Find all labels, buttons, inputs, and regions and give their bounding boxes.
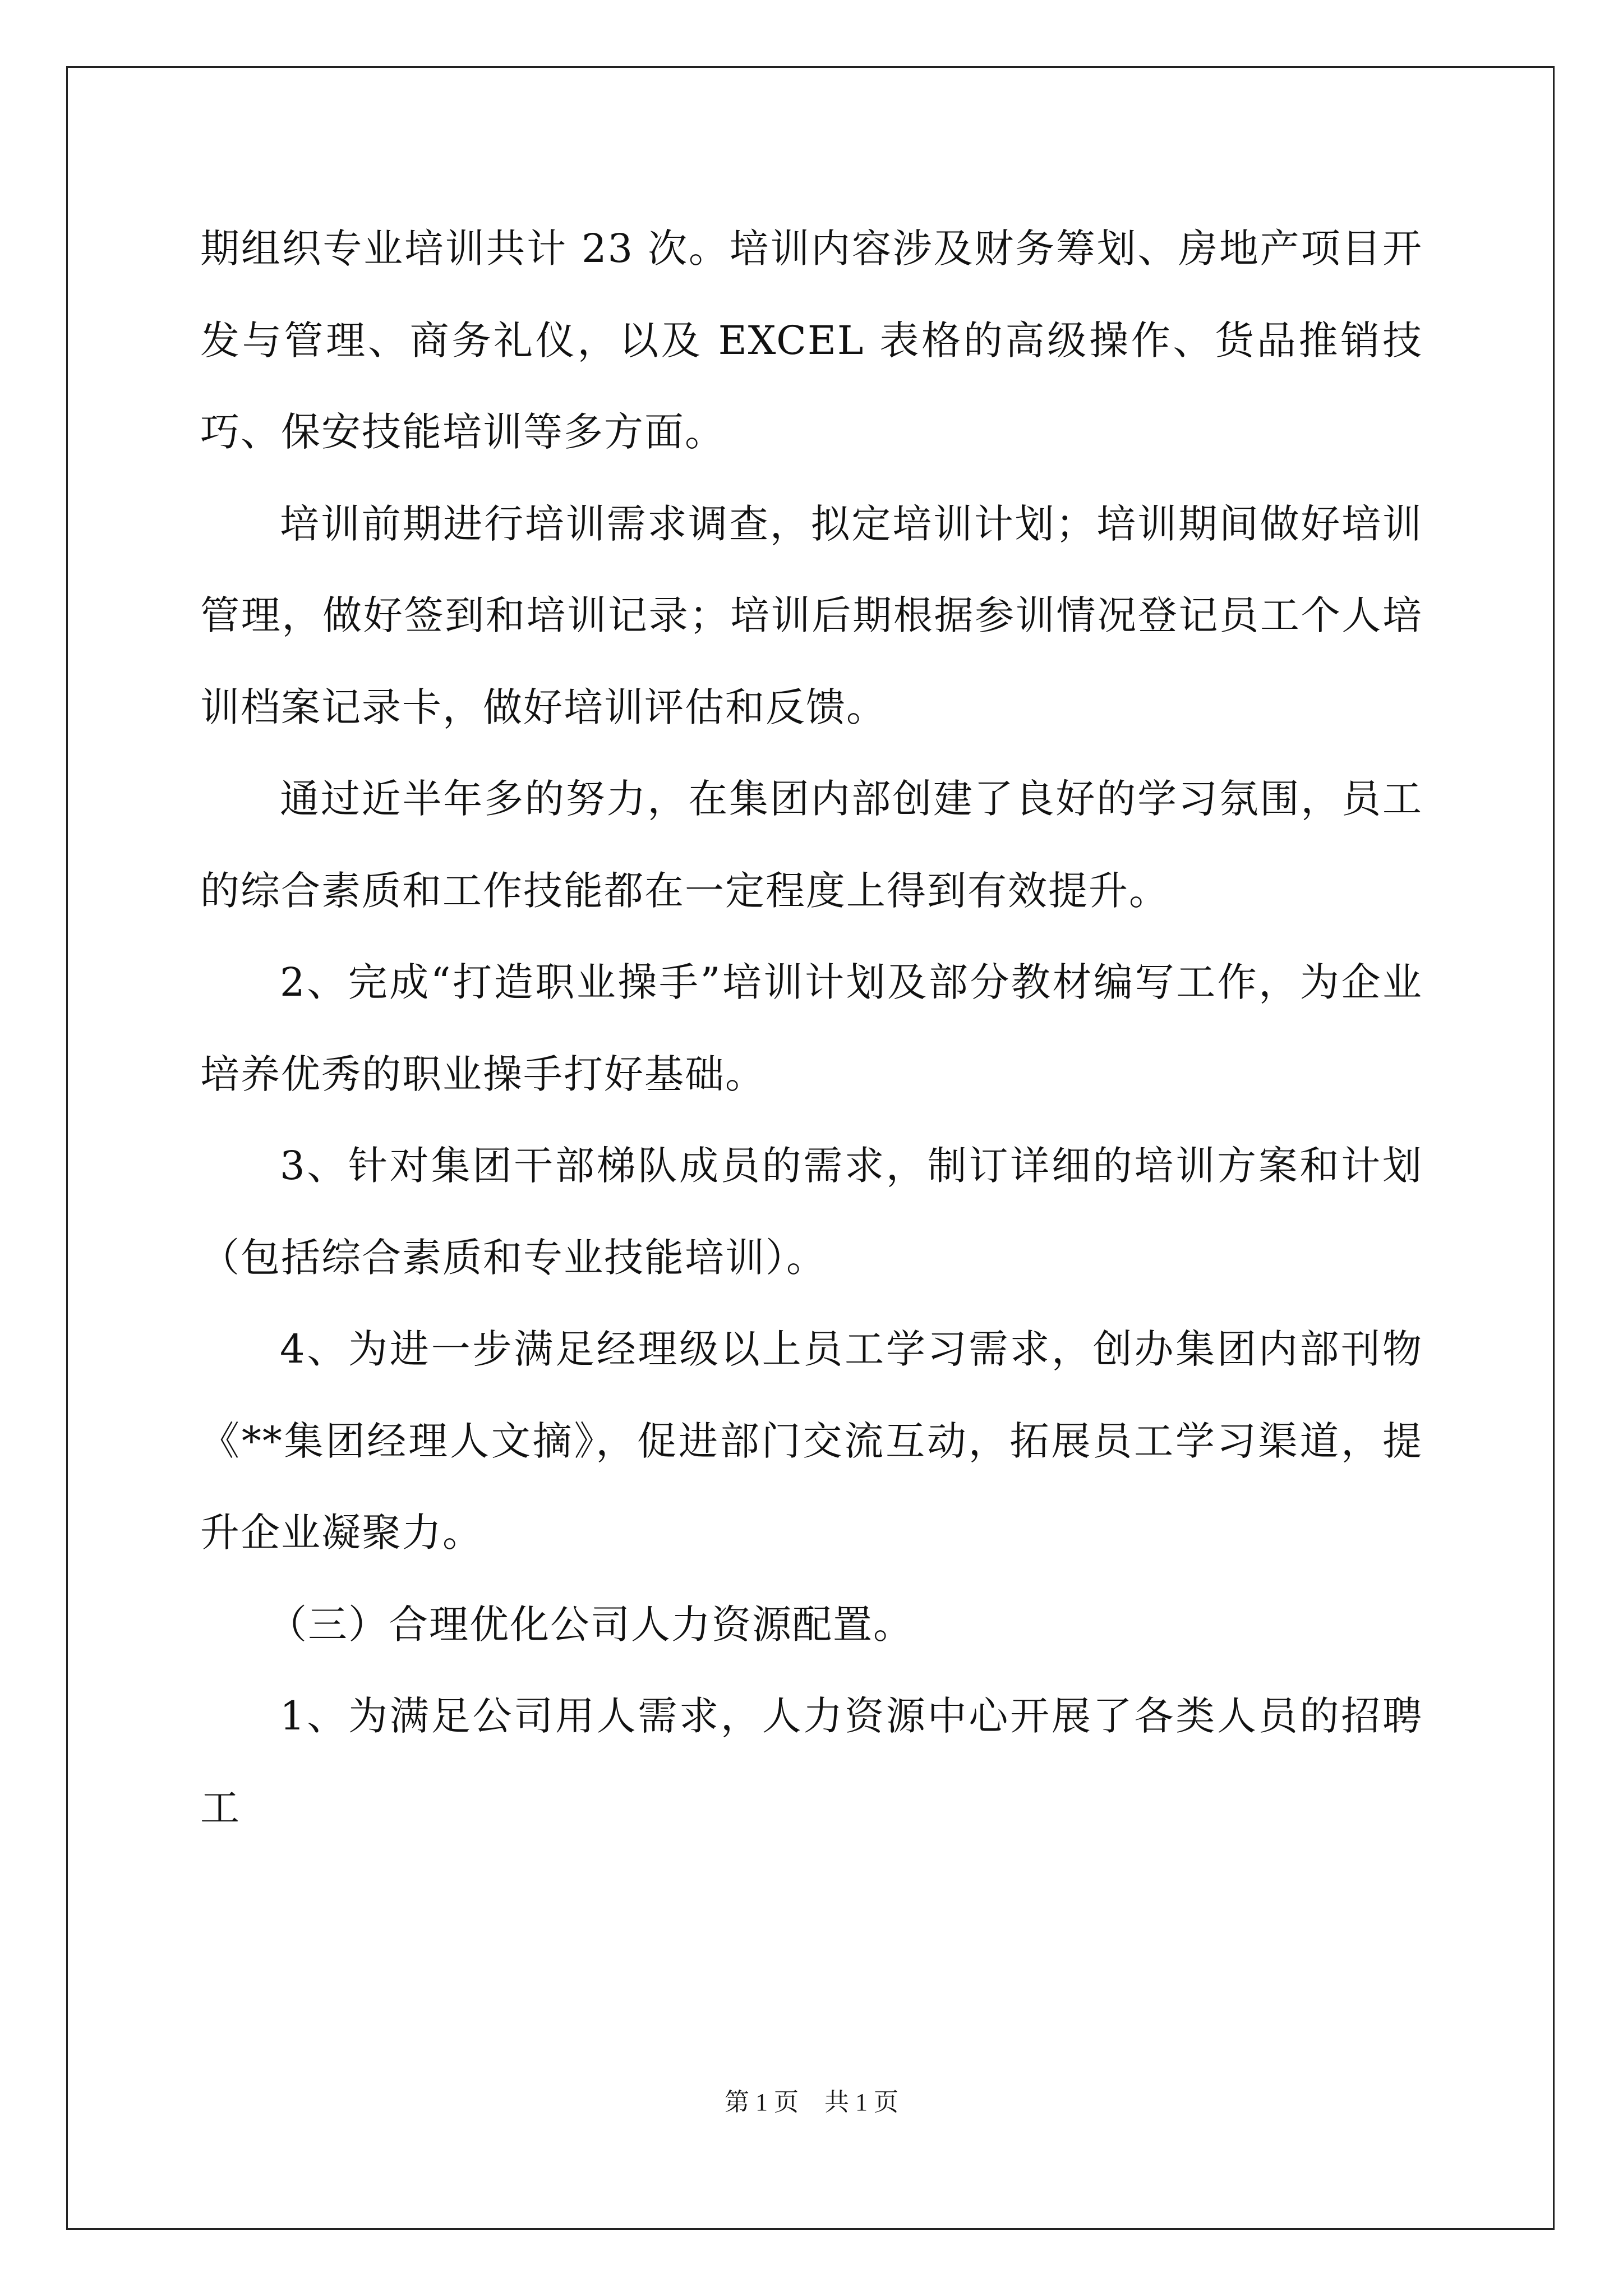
paragraph-item-2: 2、完成“打造职业操手”培训计划及部分教材编写工作，为企业培养优秀的职业操手打好基础。 bbox=[200, 959, 1423, 1097]
paragraph-training-results: 通过近半年多的努力，在集团内部创建了良好的学习氛围，员工的综合素质和工作技能都在一定程度上得到有效提升。 bbox=[200, 776, 1423, 914]
document-body bbox=[200, 203, 1423, 1854]
page-number-current: 第 1 页 bbox=[725, 2088, 799, 2116]
page-footer bbox=[0, 2086, 1623, 2119]
paragraph-training-content: 期组织专业培训共计 23 次。培训内容涉及财务筹划、房地产项目开发与管理、商务礼仪，以及 EXCEL 表格的高级操作、货品推销技巧、保安技能培训等多方面。 bbox=[200, 226, 1423, 455]
paragraph-training-process: 培训前期进行培训需求调查，拟定培训计划；培训期间做好培训管理，做好签到和培训记录；培训后期根据参训情况登记员工个人培训档案记录卡，做好培训评估和反馈。 bbox=[200, 500, 1423, 730]
paragraph-item-4: 4、为进一步满足经理级以上员工学习需求，创办集团内部刊物《**集团经理人文摘》，促进部门交流互动，拓展员工学习渠道，提升企业凝聚力。 bbox=[200, 1326, 1423, 1556]
paragraph-item-3: 3、针对集团干部梯队成员的需求，制订详细的培训方案和计划（包括综合素质和专业技能培训）。 bbox=[200, 1143, 1423, 1281]
paragraph-item-1: 1、为满足公司用人需求，人力资源中心开展了各类人员的招聘工 bbox=[200, 1693, 1423, 1831]
page-number-total: 共 1 页 bbox=[824, 2088, 898, 2116]
section-heading-3: （三）合理优化公司人力资源配置。 bbox=[268, 1601, 914, 1648]
